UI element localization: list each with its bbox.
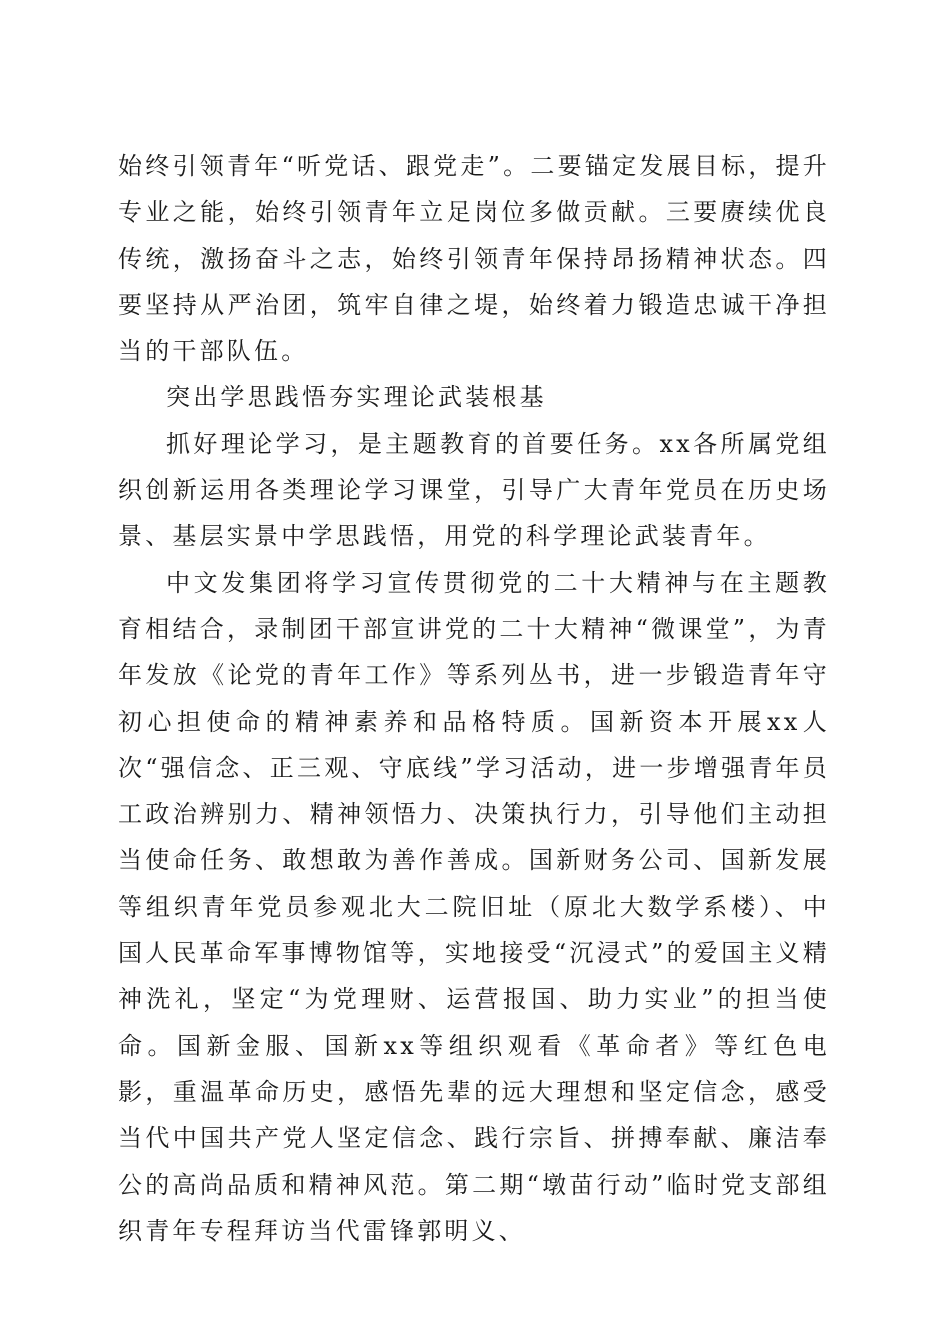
- paragraph-details: 中文发集团将学习宣传贯彻党的二十大精神与在主题教育相结合，录制团干部宣讲党的二十大精神“微课堂”，为青年发放《论党的青年工作》等系列丛书，进一步锻造青年守初心担使命的精神素养和品格特质。国新资本开展xx人次“强信念、正三观、守底线”学习活动，进一步增强青年员工政治辨别力、精神领悟力、决策执行力，引导他们主动担当使命任务、敢想敢为善作善成。国新财务公司、国新发展等组织青年党员参观北大二院旧址（原北大数学系楼）、中国人民革命军事博物馆等，实地接受“沉浸式”的爱国主义精神洗礼，坚定“为党理财、运营报国、助力实业”的担当使命。国新金服、国新xx等组织观看《革命者》等红色电影，重温革命历史，感悟先辈的远大理想和坚定信念，感受当代中国共产党人坚定信念、践行宗旨、拼搏奉献、廉洁奉公的高尚品质和精神风范。第二期“墩苗行动”临时党支部组织青年专程拜访当代雷锋郭明义、: [118, 568, 830, 1245]
- document-body: [118, 143, 830, 1254]
- paragraph-continuation: 始终引领青年“听党话、跟党走”。二要锚定发展目标，提升专业之能，始终引领青年立足岗位多做贡献。三要赓续优良传统，激扬奋斗之志，始终引领青年保持昂扬精神状态。四要坚持从严治团，筑牢自律之堤，始终着力锻造忠诚干净担当的干部队伍。: [118, 152, 830, 366]
- paragraph-intro: 抓好理论学习，是主题教育的首要任务。xx各所属党组织创新运用各类理论学习课堂，引导广大青年党员在历史场景、基层实景中学思践悟，用党的科学理论武装青年。: [118, 429, 830, 551]
- section-heading: 突出学思践悟夯实理论武装根基: [166, 383, 547, 412]
